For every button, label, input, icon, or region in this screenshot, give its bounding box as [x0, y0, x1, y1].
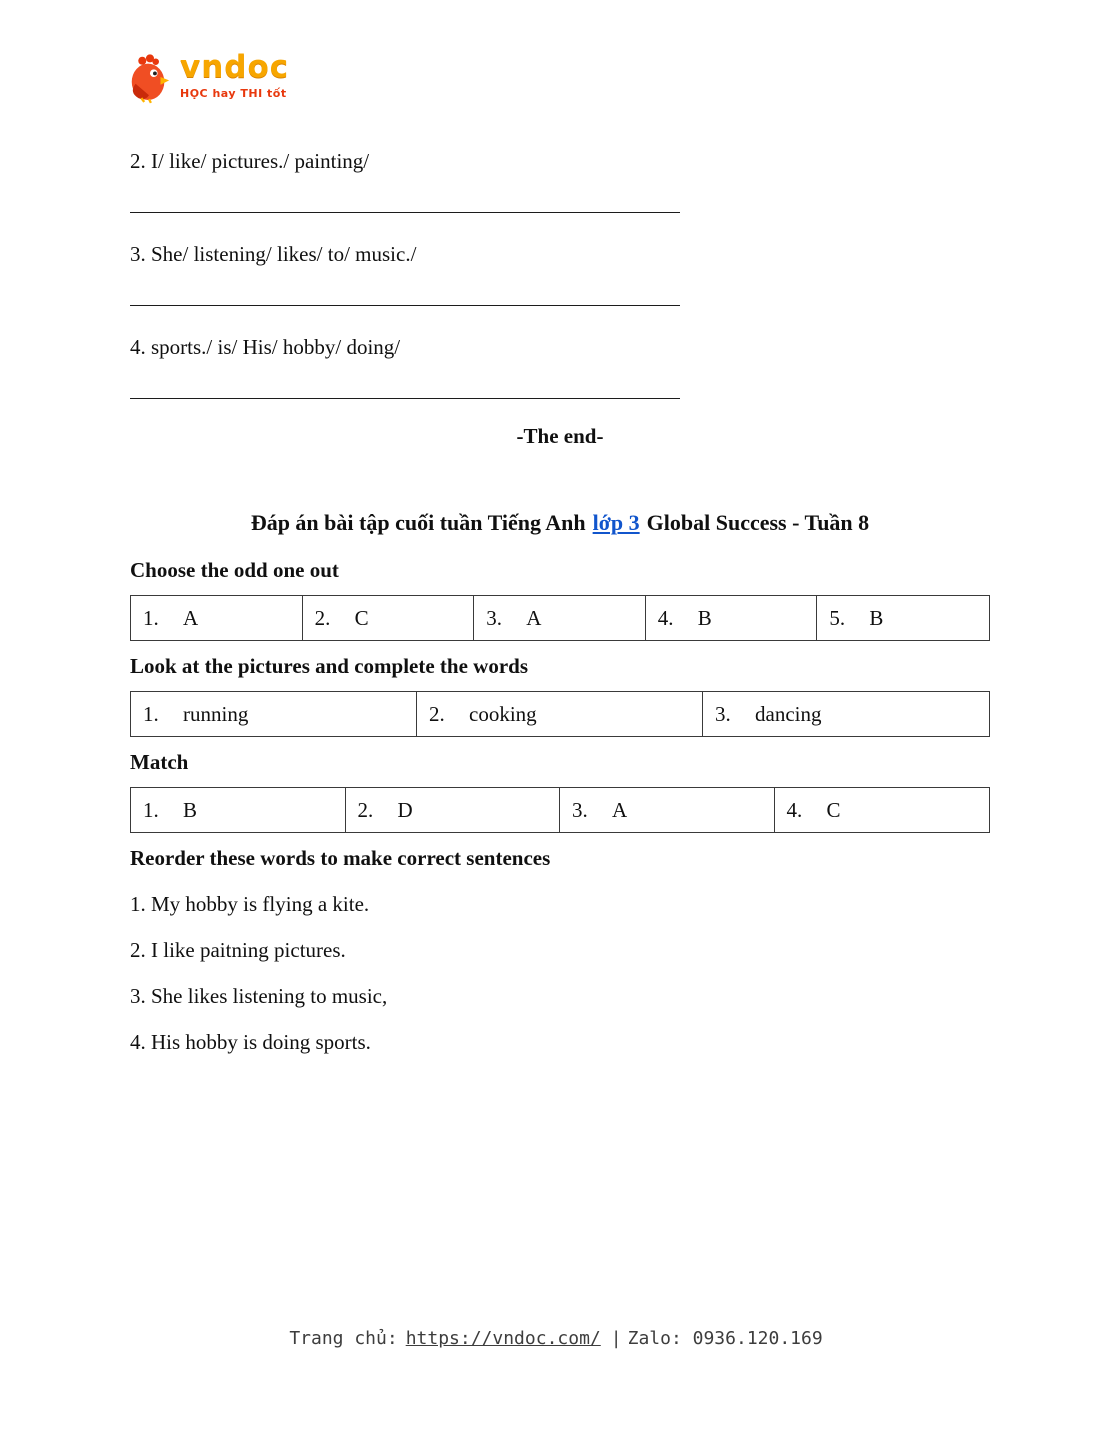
cell-answer: dancing: [755, 702, 822, 726]
reorder-answer-3: 3. She likes listening to music,: [130, 984, 388, 1008]
cell-number: 3.: [486, 606, 502, 630]
grade-3-link[interactable]: lớp 3: [592, 510, 640, 535]
document-content: [130, 142, 990, 1055]
cell-number: 1.: [143, 606, 159, 630]
cell-number: 2.: [357, 798, 374, 822]
section-heading-odd-one-out: Choose the odd one out: [130, 558, 339, 582]
section-heading-reorder: Reorder these words to make correct sentences: [130, 846, 551, 870]
cell-answer: cooking: [469, 702, 537, 726]
table-cell: [775, 788, 990, 832]
table-cell: [346, 788, 561, 832]
table-cell: [646, 596, 818, 640]
table-cell: [474, 596, 646, 640]
footer-home-label: Trang chủ:: [289, 1328, 398, 1349]
answers-title-prefix: Đáp án bài tập cuối tuần Tiếng Anh: [250, 510, 586, 535]
match-answer-table: [130, 787, 990, 833]
cell-answer: D: [397, 798, 413, 822]
cell-number: 4.: [786, 798, 803, 822]
vndoc-mascot-icon: [126, 52, 172, 104]
complete-words-answer-table: [130, 691, 990, 737]
cell-answer: C: [354, 606, 369, 630]
cell-answer: B: [697, 606, 712, 630]
section-heading-complete-words: Look at the pictures and complete the words: [130, 654, 529, 678]
table-cell: [303, 596, 475, 640]
reorder-answer-1: 1. My hobby is flying a kite.: [130, 892, 370, 916]
cell-number: 2.: [429, 702, 445, 726]
table-cell: [703, 692, 989, 736]
cell-answer: running: [183, 702, 249, 726]
exercise-sentence-4: 4. sports./ is/ His/ hobby/ doing/: [130, 335, 401, 359]
cell-number: 4.: [657, 606, 674, 630]
exercise-sentence-2: 2. I/ like/ pictures./ painting/: [130, 149, 370, 173]
end-marker: -The end-: [516, 424, 604, 448]
footer-zalo: Zalo: 0936.120.169: [627, 1328, 823, 1349]
cell-answer: B: [869, 606, 884, 630]
answer-blank-line: [130, 398, 680, 399]
logo-brand: vndoc: [180, 49, 290, 85]
cell-number: 2.: [314, 606, 331, 630]
table-cell: [131, 692, 417, 736]
exercise-sentence-3: 3. She/ listening/ likes/ to/ music./: [130, 242, 417, 266]
logo-tagline: HỌC hay THI tốt: [180, 87, 287, 100]
logo-text: [180, 49, 290, 100]
vndoc-logo: [126, 49, 290, 104]
cell-number: 3.: [715, 702, 731, 726]
table-cell: [417, 692, 703, 736]
cell-number: 1.: [143, 702, 159, 726]
cell-number: 5.: [829, 606, 846, 630]
footer-separator: |: [610, 1328, 622, 1349]
table-cell: [131, 788, 346, 832]
footer-vndoc-link[interactable]: https://vndoc.com/: [405, 1328, 601, 1349]
table-cell: [817, 596, 989, 640]
page-footer: [0, 1328, 1112, 1349]
cell-number: 3.: [572, 798, 588, 822]
cell-answer: A: [612, 798, 628, 822]
cell-answer: C: [826, 798, 841, 822]
answers-title: [130, 509, 990, 537]
section-heading-match: Match: [130, 750, 189, 774]
table-cell: [560, 788, 775, 832]
reorder-answer-4: 4. His hobby is doing sports.: [130, 1030, 371, 1054]
cell-answer: A: [526, 606, 542, 630]
answers-title-suffix: Global Success - Tuần 8: [646, 510, 870, 535]
answer-blank-line: [130, 212, 680, 213]
odd-one-out-answer-table: [130, 595, 990, 641]
reorder-answer-2: 2. I like paitning pictures.: [130, 938, 346, 962]
cell-answer: B: [183, 798, 198, 822]
answer-blank-line: [130, 305, 680, 306]
cell-answer: A: [183, 606, 199, 630]
table-cell: [131, 596, 303, 640]
cell-number: 1.: [143, 798, 159, 822]
